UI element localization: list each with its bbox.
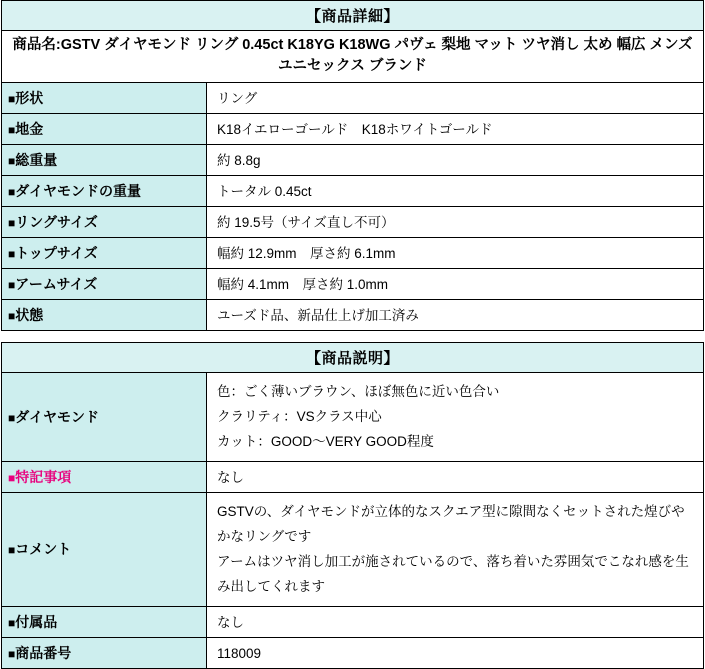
product-detail-table [1,0,704,331]
comment-line-2: アームはツヤ消し加工が施されているので、落ち着いた雰囲気でこなれ感を生み出してくれます [217,554,689,594]
spec-value-ring-size: 約 19.5号（サイズ直し不可） [207,207,704,238]
spec-value-diamond-weight: トータル 0.45ct [207,176,704,207]
spec-value-top-size: 幅約 12.9mm 厚さ約 6.1mm [207,238,704,269]
table-row [2,300,704,331]
table-row [2,207,704,238]
description-section-heading: 【商品説明】 [2,343,704,373]
spec-label-ring-size: ■リングサイズ [2,207,207,238]
diamond-line-cut: カット：GOOD〜VERY GOOD程度 [217,434,434,449]
table-row [2,493,704,607]
spec-label-shape: ■形状 [2,83,207,114]
description-value-note: なし [207,462,704,493]
description-label-accessory: ■付属品 [2,607,207,638]
square-bullet-icon: ■ [8,646,16,661]
table-row [2,269,704,300]
table-row [2,176,704,207]
product-name-label: 商品名: [12,37,61,53]
square-bullet-icon: ■ [8,122,16,137]
comment-line-1: GSTVの、ダイヤモンドが立体的なスクエア型に隙間なくセットされた煌びやかなリングです [217,504,685,544]
description-label-item-no: ■商品番号 [2,638,207,669]
diamond-line-color: 色：ごく薄いブラウン、ほぼ無色に近い色合い [217,384,500,399]
square-bullet-icon: ■ [8,470,16,485]
table-row [2,83,704,114]
square-bullet-icon: ■ [8,543,16,557]
description-value-item-no: 118009 [207,638,704,669]
square-bullet-icon: ■ [8,91,16,106]
spec-label-diamond-weight: ■ダイヤモンドの重量 [2,176,207,207]
section-gap [0,331,705,342]
description-label-diamond: ■ダイヤモンド [2,373,207,462]
spec-label-metal: ■地金 [2,114,207,145]
description-label-note: ■特記事項 [2,462,207,493]
square-bullet-icon: ■ [8,153,16,168]
square-bullet-icon: ■ [8,410,16,425]
product-name-cell [2,31,704,83]
spec-label-condition: ■状態 [2,300,207,331]
table-row [2,238,704,269]
description-value-comment [207,493,704,607]
table-row [2,638,704,669]
spec-value-condition: ユーズド品、新品仕上げ加工済み [207,300,704,331]
table-row [2,145,704,176]
spec-label-top-size: ■トップサイズ [2,238,207,269]
detail-section-heading: 【商品詳細】 [2,1,704,31]
spec-label-total-weight: ■総重量 [2,145,207,176]
table-row [2,607,704,638]
spec-label-arm-size: ■アームサイズ [2,269,207,300]
square-bullet-icon: ■ [8,277,16,292]
square-bullet-icon: ■ [8,215,16,230]
spec-value-shape: リング [207,83,704,114]
table-row [2,114,704,145]
description-section-heading-row [2,343,704,373]
description-label-comment: ■コメント [2,493,207,607]
square-bullet-icon: ■ [8,308,16,323]
product-name-row [2,31,704,83]
description-value-accessory: なし [207,607,704,638]
square-bullet-icon: ■ [8,615,16,630]
table-row [2,462,704,493]
diamond-line-clarity: クラリティ：VSクラス中心 [217,409,382,424]
product-name-text: GSTV ダイヤモンド リング 0.45ct K18YG K18WG パヴェ 梨地 マット ツヤ消し 太め 幅広 メンズ ユニセックス ブランド [60,37,693,74]
product-description-table [1,342,704,669]
description-value-diamond [207,373,704,462]
spec-value-metal: K18イエローゴールド K18ホワイトゴールド [207,114,704,145]
spec-value-total-weight: 約 8.8g [207,145,704,176]
spec-value-arm-size: 幅約 4.1mm 厚さ約 1.0mm [207,269,704,300]
table-row [2,373,704,462]
square-bullet-icon: ■ [8,184,16,199]
detail-section-heading-row [2,1,704,31]
square-bullet-icon: ■ [8,246,16,261]
